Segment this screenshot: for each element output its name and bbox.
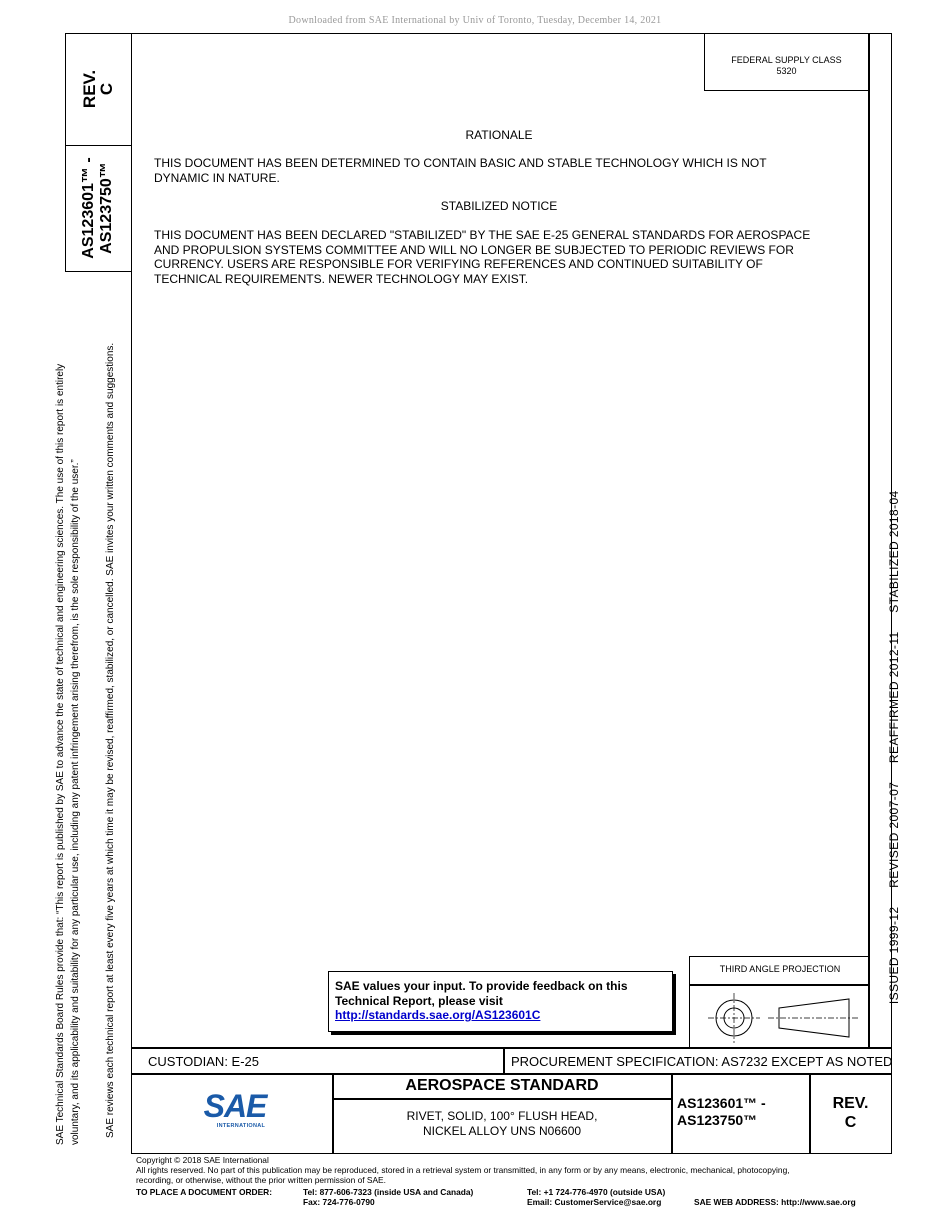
custodian-row-top	[131, 1047, 892, 1049]
dates-strip	[870, 446, 901, 1056]
footer-rights-1: All rights reserved. No part of this publication may be reproduced, stored in a retrieval system or transmitted, in any form or by any means, electronic, mechanical, photocopying,	[136, 1165, 790, 1176]
sidebar-rev	[81, 34, 117, 144]
footer-tel-usa: Tel: 877-606-7323 (inside USA and Canada)	[303, 1187, 474, 1197]
sidebar-rules-text	[53, 285, 83, 1145]
sidebar-doc-box	[65, 145, 132, 272]
rationale-body	[154, 156, 854, 185]
sidebar-doc-numbers	[80, 130, 116, 286]
sae-logo	[200, 1089, 270, 1139]
sidebar-rev-value: C	[97, 82, 116, 96]
footer-copyright: Copyright © 2018 SAE International	[136, 1155, 269, 1165]
stabilized-line3: CURRENCY. USERS ARE RESPONSIBLE FOR VERIFYING REFERENCES AND CONTINUED SUITABILITY OF	[154, 257, 763, 271]
standard-title: AEROSPACE STANDARD	[405, 1077, 599, 1094]
desc-line2: NICKEL ALLOY UNS N06600	[422, 1124, 582, 1138]
feedback-line2: Technical Report, please visit	[335, 993, 503, 1008]
rationale-line1: THIS DOCUMENT HAS BEEN DETERMINED TO CONTAIN BASIC AND STABLE TECHNOLOGY WHICH IS NOT	[154, 156, 767, 170]
custodian-divider	[503, 1047, 505, 1074]
stabilized-body	[154, 228, 864, 286]
sidebar-review-line: SAE reviews each technical report at least every five years at which time it may be revised, reaffirmed, stabilized, or cancelled. SAE invites your written comments and suggestions.	[105, 342, 116, 1138]
feedback-box	[328, 971, 673, 1032]
stabilized-line2: AND PROPULSION SYSTEMS COMMITTEE AND WILL NO LONGER BE SUBJECTED TO PERIODIC REVIEWS FOR	[154, 242, 794, 257]
footer-tel-outside: Tel: +1 724-776-4970 (outside USA)	[527, 1187, 666, 1197]
procurement: PROCUREMENT SPECIFICATION: AS7232 EXCEPT AS NOTED	[511, 1054, 893, 1069]
sidebar-rules-line1: SAE Technical Standards Board Rules provide that: “This report is published by SAE to advance the state of technical and engineering sciences. The use of this report is entirely	[55, 363, 66, 1145]
title-doc-line1: AS123601™ -	[677, 1095, 766, 1111]
title-doc-line2: AS123750™	[677, 1112, 758, 1128]
title-doc-numbers	[677, 1095, 807, 1129]
footer	[136, 1155, 896, 1186]
footer-order-label: TO PLACE A DOCUMENT ORDER:	[136, 1187, 273, 1197]
download-note: Downloaded from SAE International by Univ of Toronto, Tuesday, December 14, 2021	[288, 15, 662, 26]
supply-class-box	[704, 33, 869, 91]
projection-label: THIRD ANGLE PROJECTION	[719, 964, 841, 974]
projection-box	[689, 956, 870, 1049]
projection-symbol-icon	[694, 987, 866, 1047]
title-block-divider-2	[671, 1073, 673, 1153]
feedback-line1: SAE values your input. To provide feedback on this	[335, 979, 628, 993]
footer-contacts-usa	[303, 1187, 473, 1207]
title-rev-value: C	[844, 1114, 857, 1131]
sidebar-review-text	[103, 278, 119, 1138]
footer-rights-2: recording, or otherwise, without the prior written permission of SAE.	[136, 1175, 386, 1186]
supply-class-value: 5320	[776, 66, 797, 76]
rationale-heading: RATIONALE	[465, 128, 533, 142]
stabilized-line4: TECHNICAL REQUIREMENTS. NEWER TECHNOLOGY MAY EXIST.	[154, 271, 529, 286]
footer-web: SAE WEB ADDRESS: http://www.sae.org	[694, 1197, 856, 1207]
sidebar-rules-line2: voluntary, and its applicability and suitability for any particular use, including any patent infringement arising therefrom, is the sole responsibility of the user.”	[70, 459, 81, 1145]
footer-email: Email: CustomerService@sae.org	[527, 1197, 662, 1208]
projection-divider	[690, 984, 870, 986]
feedback-link[interactable]: http://standards.sae.org/AS123601C	[335, 1008, 541, 1022]
custodian: CUSTODIAN: E-25	[148, 1054, 260, 1069]
footer-fax: Fax: 724-776-0790	[303, 1197, 375, 1208]
sidebar-rev-label: REV.	[80, 69, 99, 109]
title-subdivider	[332, 1098, 672, 1100]
stabilized-line1: THIS DOCUMENT HAS BEEN DECLARED "STABILIZED" BY THE SAE E-25 GENERAL STANDARDS FOR AEROSPACE	[154, 228, 811, 242]
sae-logo-subtext: INTERNATIONAL	[216, 1123, 266, 1129]
stabilized-heading: STABILIZED NOTICE	[440, 199, 558, 213]
supply-class-label: FEDERAL SUPPLY CLASS	[731, 55, 842, 65]
desc-line1: RIVET, SOLID, 100° FLUSH HEAD,	[406, 1109, 598, 1123]
standard-description	[333, 1109, 671, 1139]
footer-contacts-outside	[527, 1187, 665, 1207]
title-rev-label: REV.	[832, 1095, 869, 1112]
title-block-top	[131, 1073, 892, 1075]
sidebar-doc-line1: AS123601™ -	[80, 157, 97, 259]
dates-strip-text: ISSUED 1999-12 REVISED 2007-07 REAFFIRMED 2012-11 STABILIZED 2018-04	[887, 490, 901, 1005]
title-rev	[810, 1094, 891, 1132]
sae-logo-text: SAE	[203, 1088, 267, 1124]
rationale-line2: DYNAMIC IN NATURE.	[154, 170, 280, 185]
sidebar-doc-line2: AS123750™	[98, 162, 115, 254]
